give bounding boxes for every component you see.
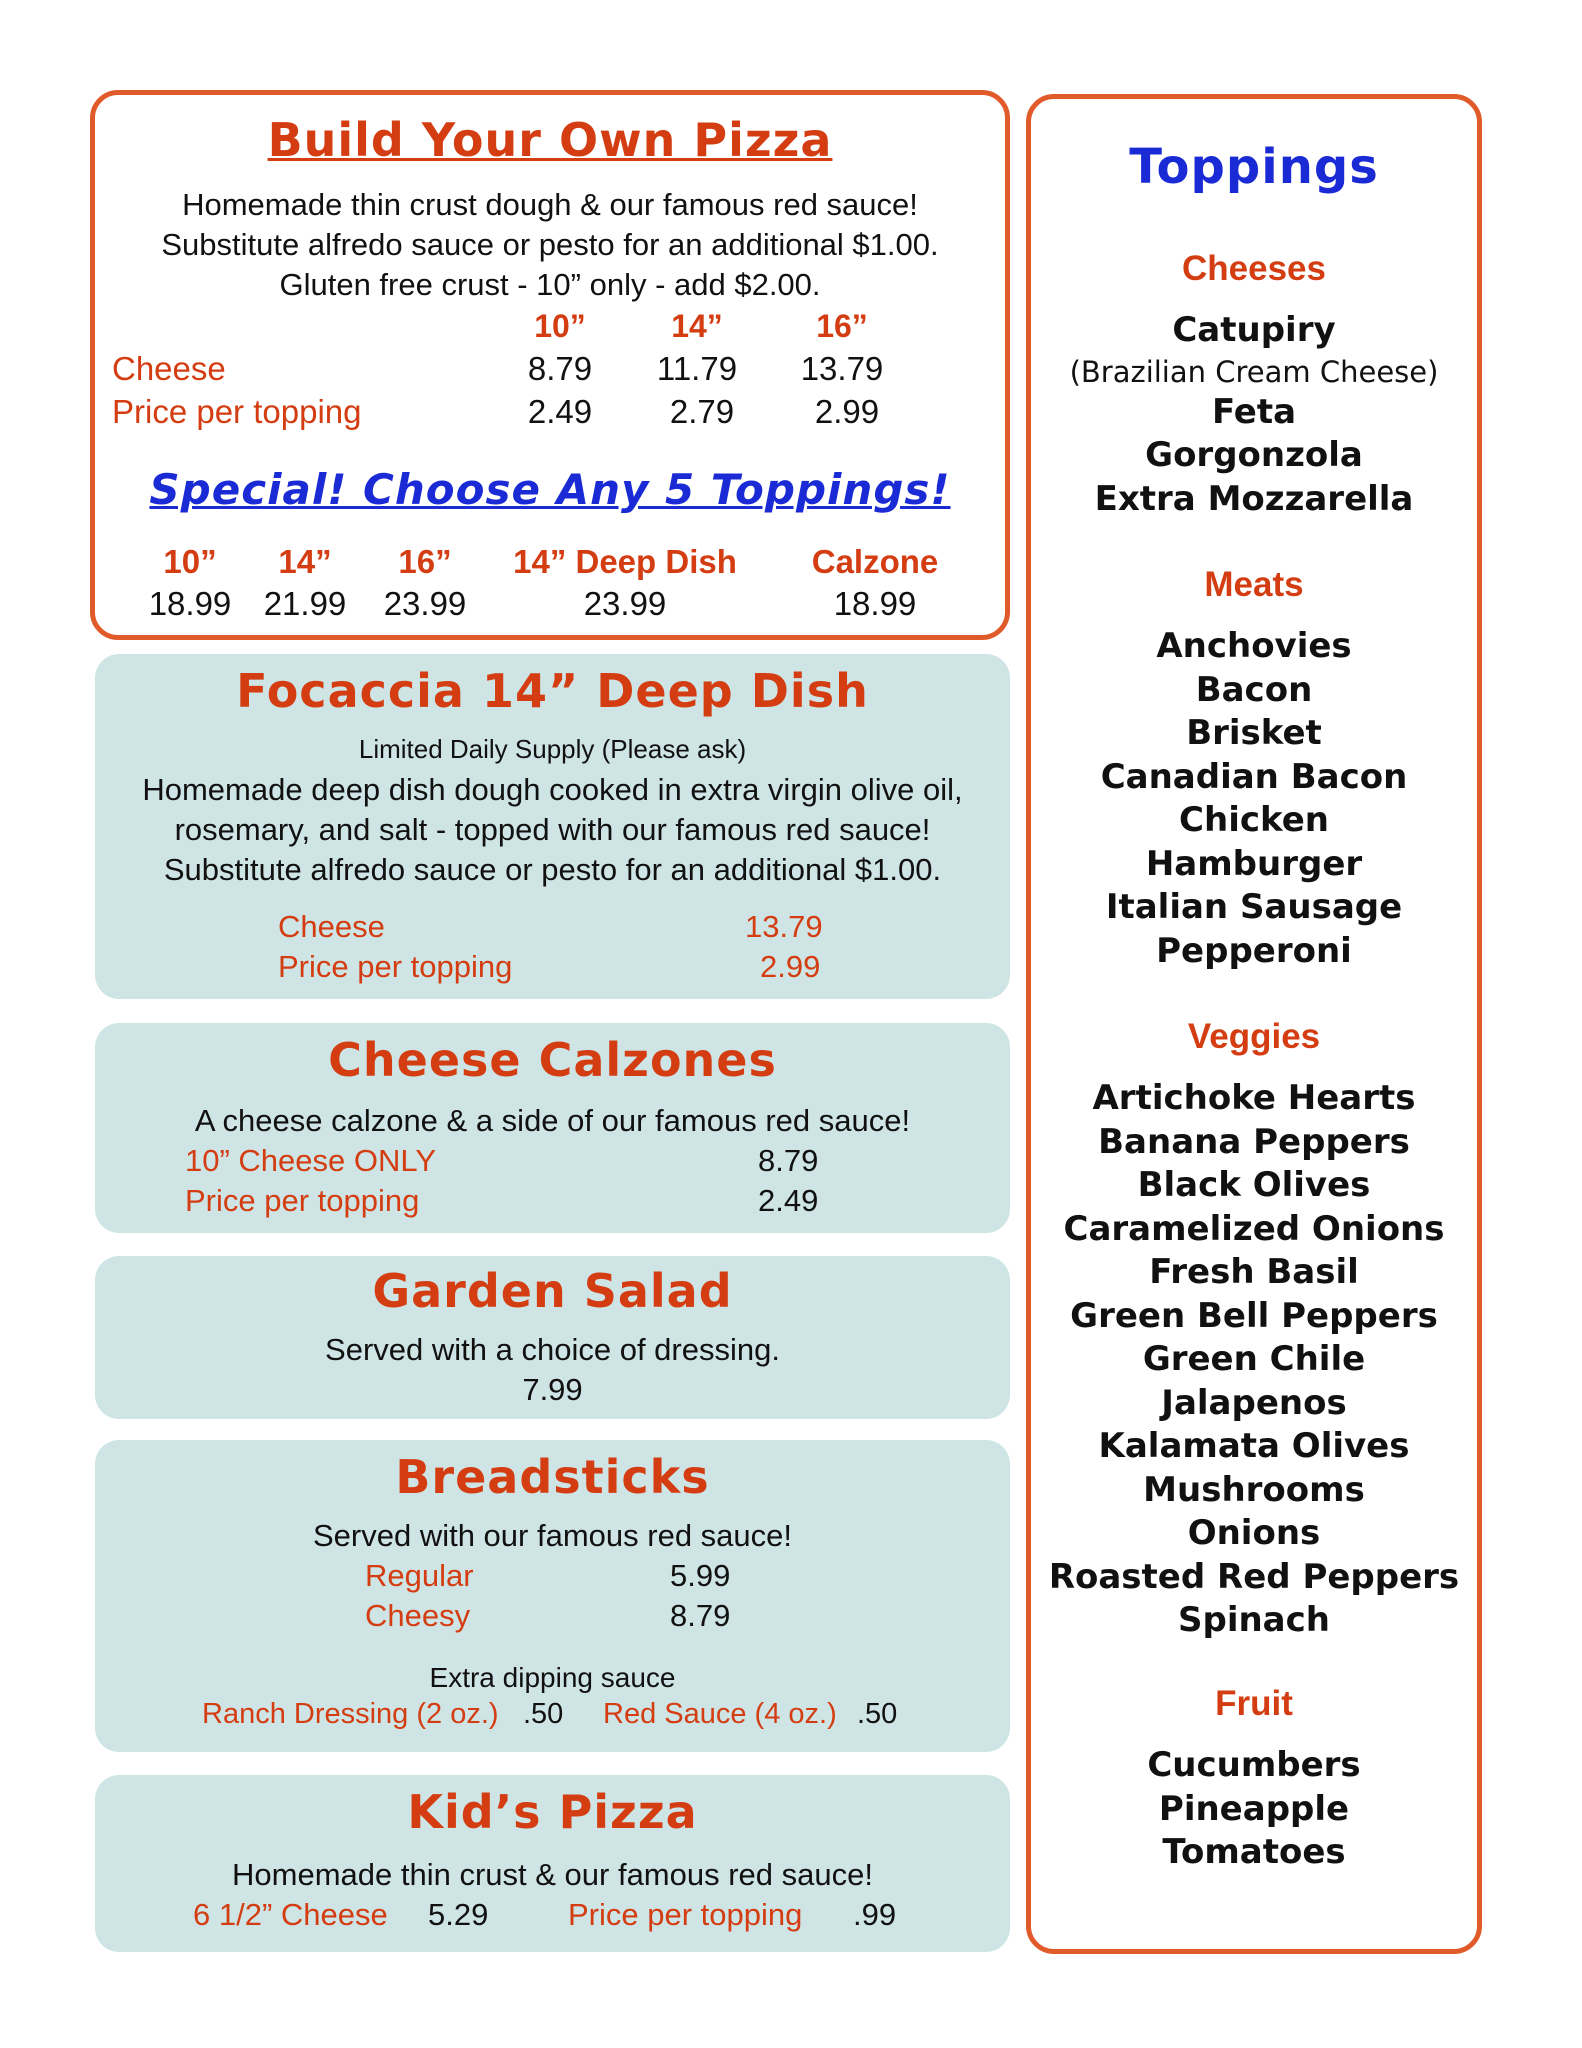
special-price: 21.99 [263, 585, 347, 622]
topping-item: Tomatoes [1162, 1832, 1346, 1872]
topping-item: Mushrooms [1143, 1469, 1365, 1510]
toppings-title: Toppings [1129, 139, 1379, 195]
red-sauce-price: .50 [857, 1698, 898, 1730]
focaccia-section [95, 654, 1010, 999]
topping-price-14: 2.79 [669, 393, 735, 430]
topping-item: Fresh Basil [1149, 1252, 1359, 1292]
meats-list [1031, 625, 1477, 973]
build-your-own-title: Build Your Own Pizza [267, 113, 833, 167]
topping-note: (Brazilian Cream Cheese) [1069, 354, 1439, 389]
topping-item: Cucumbers [1147, 1745, 1361, 1785]
special-size: Calzone [811, 543, 939, 580]
focaccia-description [95, 770, 1010, 890]
topping-item: Caramelized Onions [1063, 1208, 1445, 1249]
breadsticks-cheesy-label: Cheesy [365, 1598, 471, 1633]
topping-item: Pineapple [1158, 1788, 1350, 1829]
veggies-heading: Veggies [1187, 1017, 1321, 1056]
special-price: 23.99 [383, 585, 467, 622]
kids-cheese-price: 5.29 [428, 1897, 489, 1932]
desc-line: Gluten free crust - 10” only - add $2.00. [279, 267, 821, 302]
cheese-price-16: 13.79 [800, 350, 884, 387]
topping-item: Chicken [1179, 800, 1329, 840]
breadsticks-regular-label: Regular [365, 1558, 474, 1593]
topping-item: Green Bell Peppers [1070, 1295, 1438, 1336]
meats-heading: Meats [1204, 565, 1304, 604]
extra-sauce-label: Extra dipping sauce [429, 1662, 676, 1693]
special-size: 10” [163, 543, 217, 580]
focaccia-note: Limited Daily Supply (Please ask) [358, 734, 747, 764]
size-header-10: 10” [534, 308, 586, 344]
topping-price-16: 2.99 [814, 393, 880, 430]
focaccia-cheese-label: Cheese [278, 909, 385, 944]
breadsticks-description: Served with our famous red sauce! [312, 1518, 793, 1553]
topping-item: Bacon [1195, 669, 1313, 710]
breadsticks-regular-price: 5.99 [670, 1558, 731, 1593]
veggies-list [1031, 1077, 1477, 1643]
special-price: 18.99 [148, 585, 232, 622]
salad-title: Garden Salad [372, 1264, 733, 1318]
ranch-price: .50 [523, 1698, 564, 1730]
special-price: 23.99 [583, 585, 667, 622]
topping-item: Spinach [1178, 1600, 1330, 1640]
salad-section [95, 1256, 1010, 1419]
kids-cheese-label: 6 1/2” Cheese [193, 1897, 388, 1932]
desc-line: Substitute alfredo sauce or pesto for an additional $1.00. [161, 227, 939, 262]
cheese-label: Cheese [112, 350, 226, 387]
kids-topping-label: Price per topping [568, 1897, 803, 1932]
breadsticks-section [95, 1440, 1010, 1752]
topping-item: Italian Sausage [1105, 887, 1403, 927]
topping-item: Canadian Bacon [1100, 756, 1408, 797]
calzones-section [95, 1023, 1010, 1233]
size-header-16: 16” [816, 308, 868, 344]
red-sauce-label: Red Sauce (4 oz.) [603, 1698, 837, 1730]
topping-item: Catupiry [1172, 310, 1336, 350]
ranch-label: Ranch Dressing (2 oz.) [202, 1698, 499, 1730]
topping-item: Gorgonzola [1145, 435, 1363, 475]
calzone-topping-price: 2.49 [758, 1183, 819, 1218]
calzones-title: Cheese Calzones [328, 1033, 777, 1087]
topping-item: Jalapenos [1161, 1382, 1347, 1423]
kids-pizza-title: Kid’s Pizza [407, 1785, 698, 1839]
desc-line: Homemade deep dish dough cooked in extra virgin olive oil, [142, 772, 963, 807]
special-price: 18.99 [833, 585, 917, 622]
focaccia-title: Focaccia 14” Deep Dish [236, 664, 869, 718]
topping-price-10: 2.49 [527, 393, 593, 430]
size-header-14: 14” [671, 308, 723, 344]
focaccia-cheese-price: 13.79 [745, 909, 823, 944]
cheese-price-10: 8.79 [527, 350, 593, 387]
calzone-cheese-price: 8.79 [758, 1143, 819, 1178]
salad-price: 7.99 [522, 1372, 583, 1407]
special-size: 14” Deep Dish [513, 543, 737, 580]
special-title: Special! Choose Any 5 Toppings! [149, 465, 951, 514]
special-size: 16” [398, 543, 452, 580]
desc-line: Substitute alfredo sauce or pesto for an additional $1.00. [163, 852, 942, 887]
topping-item: Pepperoni [1156, 930, 1352, 971]
fruit-heading: Fruit [1215, 1684, 1293, 1723]
topping-item: Hamburger [1145, 843, 1363, 884]
fruit-list [1031, 1744, 1477, 1875]
cheese-price-14: 11.79 [656, 350, 738, 387]
topping-item: Banana Peppers [1098, 1121, 1410, 1162]
cheeses-list [1031, 309, 1477, 521]
toppings-section [1026, 94, 1482, 1954]
topping-item: Kalamata Olives [1098, 1426, 1410, 1466]
build-your-own-section [90, 90, 1010, 640]
desc-line: Homemade thin crust dough & our famous red sauce! [182, 187, 918, 222]
calzones-description: A cheese calzone & a side of our famous red sauce! [194, 1103, 911, 1138]
topping-label: Price per topping [112, 393, 362, 430]
topping-item: Anchovies [1156, 626, 1352, 666]
topping-item: Onions [1187, 1513, 1321, 1553]
focaccia-topping-price: 2.99 [760, 949, 821, 984]
topping-item: Extra Mozzarella [1094, 478, 1414, 519]
breadsticks-title: Breadsticks [395, 1450, 710, 1504]
salad-description: Served with a choice of dressing. [325, 1332, 780, 1367]
special-size: 14” [278, 543, 332, 580]
topping-item: Feta [1211, 391, 1297, 432]
build-your-own-description [95, 185, 1005, 305]
topping-item: Green Chile [1142, 1339, 1366, 1379]
kids-topping-price: .99 [853, 1897, 897, 1932]
calzone-cheese-label: 10” Cheese ONLY [185, 1143, 436, 1178]
calzone-topping-label: Price per topping [185, 1183, 420, 1218]
focaccia-topping-label: Price per topping [278, 949, 513, 984]
kids-pizza-section [95, 1775, 1010, 1952]
kids-pizza-description: Homemade thin crust & our famous red sauce! [232, 1857, 873, 1892]
topping-item: Brisket [1186, 713, 1322, 753]
topping-item: Artichoke Hearts [1092, 1078, 1416, 1118]
topping-item: Roasted Red Peppers [1048, 1556, 1460, 1597]
cheeses-heading: Cheeses [1182, 249, 1326, 288]
desc-line: rosemary, and salt - topped with our famous red sauce! [174, 812, 931, 847]
breadsticks-cheesy-price: 8.79 [670, 1598, 731, 1633]
topping-item: Black Olives [1137, 1165, 1371, 1205]
